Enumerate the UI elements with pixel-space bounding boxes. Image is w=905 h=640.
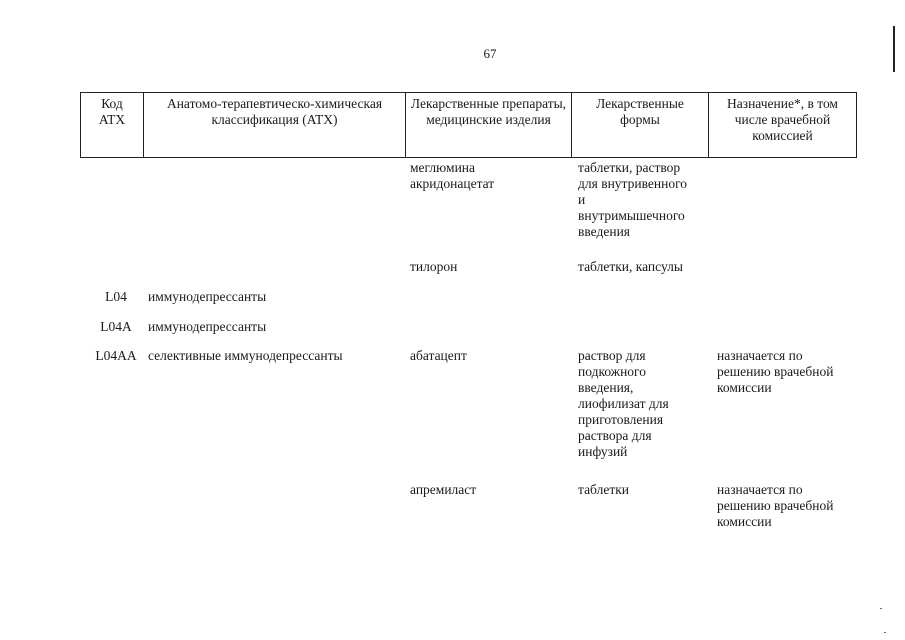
drug-tilorone: тилорон [410, 259, 458, 274]
code-l04a: L04A [100, 319, 132, 334]
form-apremilast: таблетки [578, 482, 630, 497]
class-l04a: иммунодепрессанты [148, 319, 267, 334]
header-forms: Лекарственные формы [572, 93, 709, 158]
header-purpose: Назначение*, в том числе врачебной комиссией [709, 93, 857, 158]
purpose-apremilast: назначается по решению врачебной комиссии [717, 482, 834, 529]
class-l04aa: селективные иммунодепрессанты [148, 348, 343, 363]
scan-speck [884, 632, 886, 633]
header-code: Код ATX [81, 93, 144, 158]
page-number: 67 [483, 46, 497, 61]
margin-line [893, 26, 895, 72]
table-header [80, 92, 857, 158]
form-meglumine: таблетки, раствор для внутривенного и внутримышечного введения [578, 160, 688, 239]
form-tilorone: таблетки, капсулы [578, 259, 683, 274]
header-drugs: Лекарственные препараты, медицинские изделия [406, 93, 572, 158]
purpose-abatacept: назначается по решению врачебной комиссии [717, 348, 834, 395]
scan-speck [880, 608, 882, 609]
drug-meglumine: меглюмина акридонацетат [410, 160, 495, 191]
class-l04: иммунодепрессанты [148, 289, 267, 304]
drug-abatacept: абатацепт [410, 348, 467, 363]
form-abatacept: раствор для подкожного введения, лиофилизат для приготовления раствора для инфузий [578, 348, 669, 459]
header-classification: Анатомо-терапевтическо-химическая классификация (ATX) [144, 93, 406, 158]
code-l04aa: L04AA [95, 348, 137, 363]
drug-apremilast: апремиласт [410, 482, 477, 497]
code-l04: L04 [105, 289, 127, 304]
